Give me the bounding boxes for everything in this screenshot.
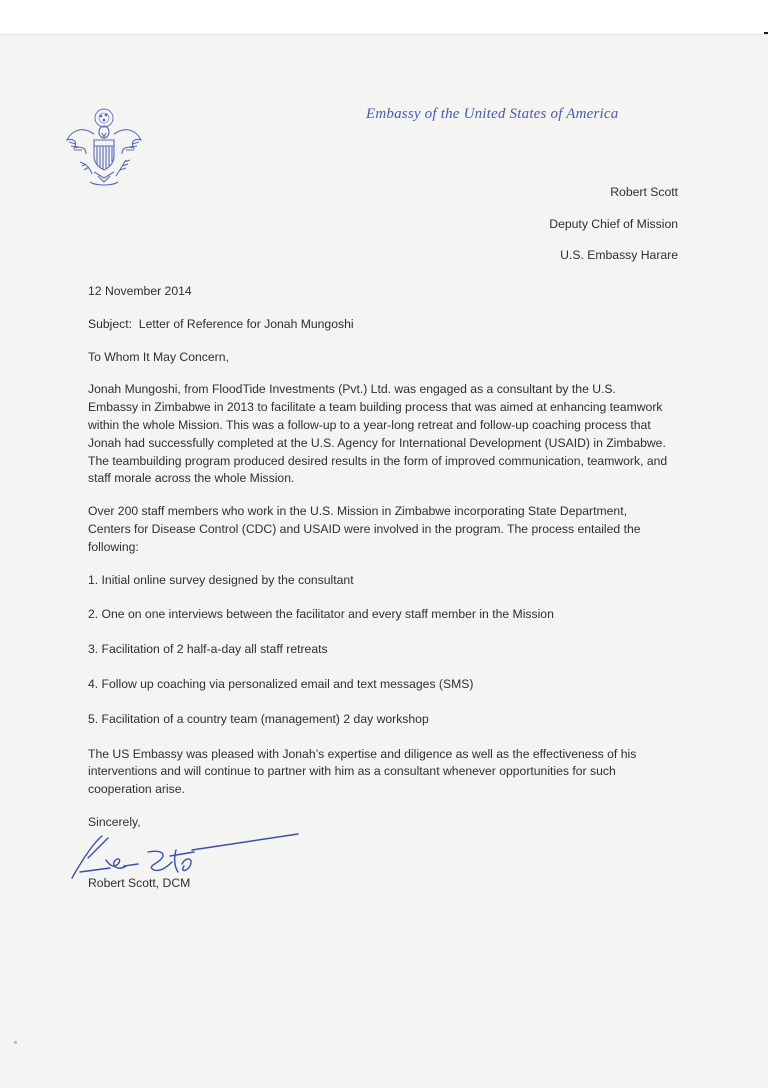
sender-name: Robert Scott [610, 185, 678, 199]
viewer-top-bar [0, 0, 768, 34]
letter-paragraph-3: The US Embassy was pleased with Jonah’s expertise and diligence as well as the effectiveness of his interventions and will continue to partner with him as a consultant whenever opportunities for such cooperation arise. [88, 746, 637, 797]
letter-paragraph-2: Over 200 staff members who work in the U.S. Mission in Zimbabwe incorporating State Department, Centers for Disease Control (CDC) and USAID were involved in the program. The process entailed the following: [88, 504, 641, 554]
letter-closing: Sincerely, [88, 814, 141, 829]
sender-office: U.S. Embassy Harare [560, 248, 678, 262]
list-item: 1. Initial online survey designed by the consultant [88, 572, 354, 587]
letter-date: 12 November 2014 [88, 284, 192, 298]
scan-speck [14, 1041, 17, 1044]
letter-subject: Subject: Letter of Reference for Jonah Mungoshi [88, 316, 354, 331]
letter-signoff: Robert Scott, DCM [88, 876, 191, 890]
letter-salutation: To Whom It May Concern, [88, 349, 229, 364]
list-item: 3. Facilitation of 2 half-a-day all staff retreats [88, 642, 328, 657]
embassy-letterhead-title: Embassy of the United States of America [366, 106, 619, 122]
list-item: 5. Facilitation of a country team (management) 2 day workshop [88, 711, 429, 726]
list-item: 4. Follow up coaching via personalized email and text messages (SMS) [88, 676, 474, 691]
great-seal-icon [64, 104, 144, 190]
letter-body [88, 283, 668, 847]
sender-title: Deputy Chief of Mission [549, 216, 678, 231]
list-item: 2. One on one interviews between the facilitator and every staff member in the Mission [88, 607, 554, 622]
letter-paragraph-1: Jonah Mungoshi, from FloodTide Investments (Pvt.) Ltd. was engaged as a consultant by the U.S. Embassy in Zimbabwe in 2013 to facilitate a team building process that was aimed at enhancing teamwork within the whole Mission. This was a follow-up to a year-long retreat and follow-up coaching process that Jonah had successfully completed at the U.S. Agency for International Development (USAID) in Zimbabwe. The teambuilding program produced desired results in the form of improved communication, teamwork, and staff morale across the whole Mission. [88, 382, 668, 486]
sender-block [549, 185, 678, 280]
